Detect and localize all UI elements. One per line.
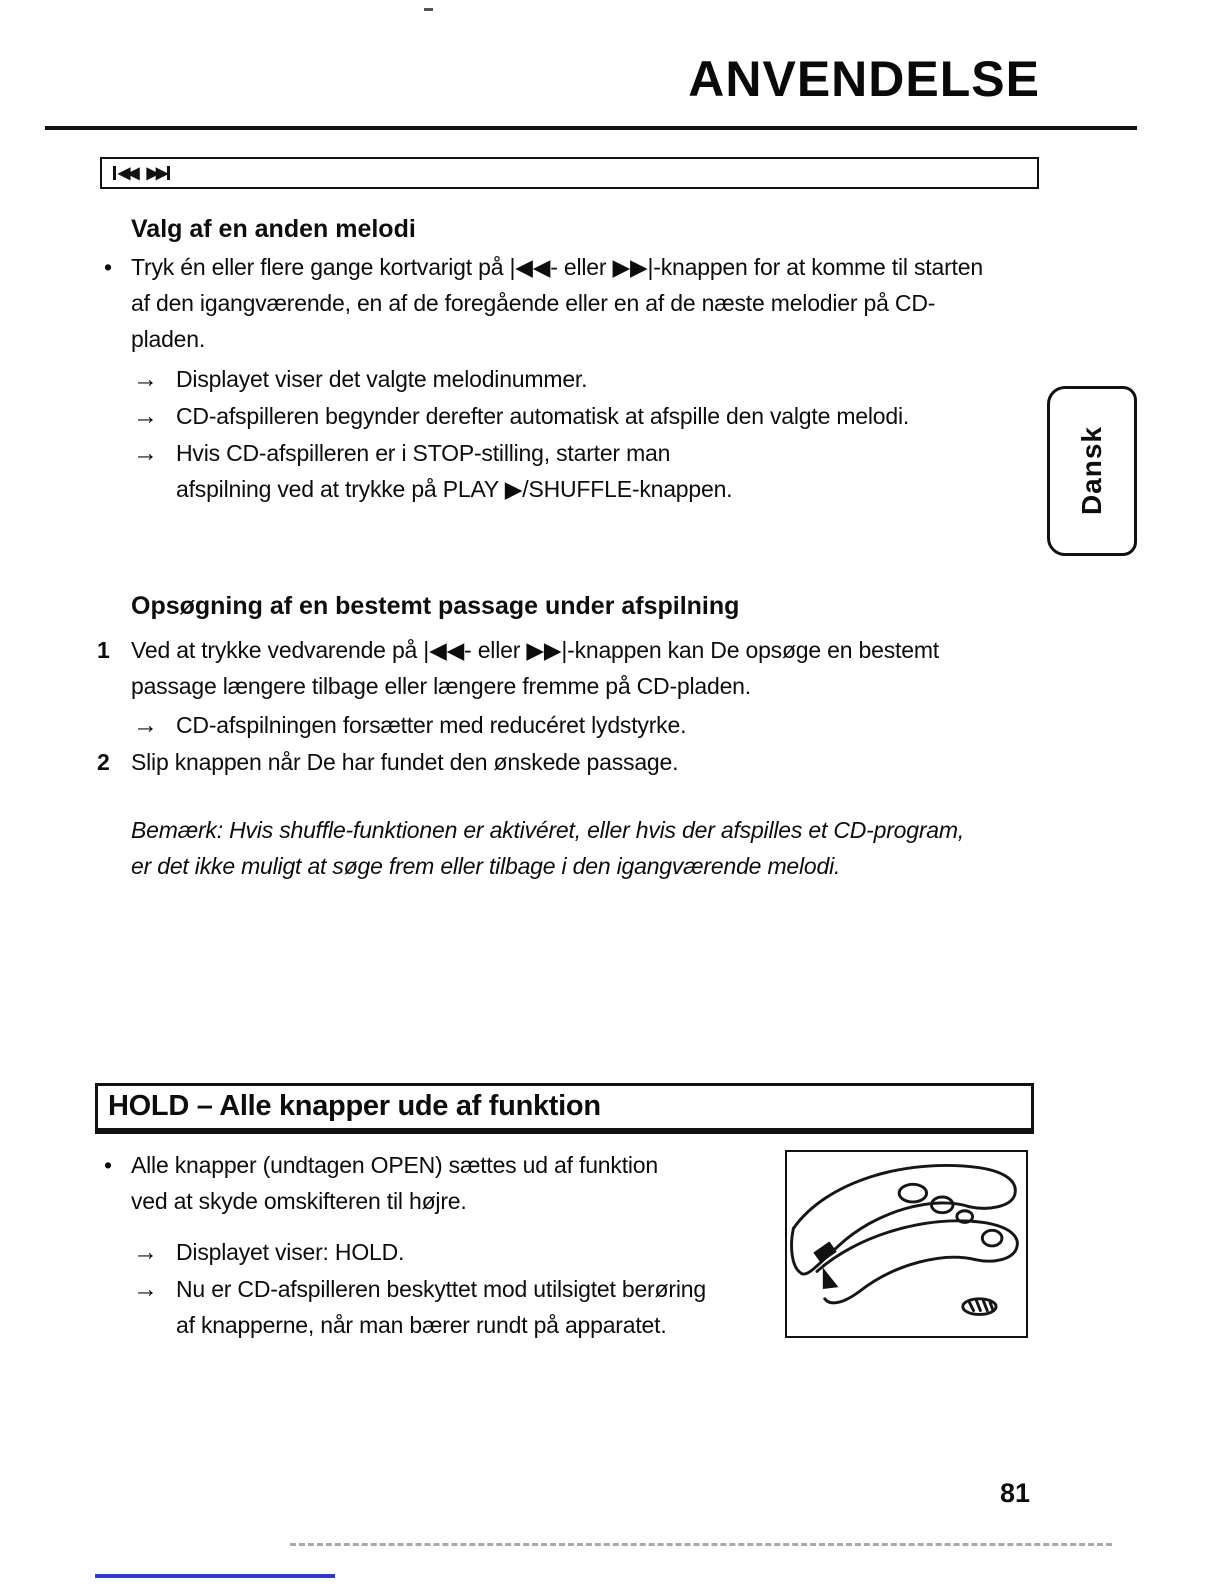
result-text bbox=[176, 361, 587, 397]
result-item bbox=[133, 435, 732, 507]
text-line: Displayet viser: HOLD. bbox=[176, 1239, 405, 1265]
skip-next-bar bbox=[167, 166, 170, 180]
page-title: ANVENDELSE bbox=[688, 51, 1040, 107]
skip-previous-bar bbox=[113, 166, 116, 180]
skip-next-icon bbox=[147, 163, 173, 183]
result-text bbox=[176, 1271, 706, 1343]
text-line: Ved at trykke vedvarende på |◀◀- eller ▶▶|-knappen kan De opsøge en bestemt bbox=[131, 637, 939, 663]
text-line: CD-afspilningen forsætter med reducéret lydstyrke. bbox=[176, 712, 687, 738]
skip-previous-glyph: ◀◀ bbox=[118, 165, 137, 182]
text-line: ved at skyde omskifteren til højre. bbox=[131, 1188, 467, 1214]
result-item bbox=[133, 398, 909, 434]
text-line: pladen. bbox=[131, 326, 206, 352]
text-line: passage længere tilbage eller længere fremme på CD-pladen. bbox=[131, 673, 751, 699]
title-rule bbox=[45, 126, 1137, 130]
result-arrow-icon: → bbox=[133, 1275, 158, 1303]
text-line: Alle knapper (undtagen OPEN) sættes ud af funktion bbox=[131, 1152, 658, 1178]
track-select-bullet-text bbox=[131, 249, 983, 357]
result-text bbox=[176, 1234, 404, 1270]
result-item bbox=[133, 1271, 706, 1343]
hold-bullet-text bbox=[131, 1147, 658, 1219]
text-line: af den igangværende, en af de foregående eller en af de næste melodier på CD- bbox=[131, 290, 936, 316]
cd-player-illustration-frame bbox=[785, 1150, 1028, 1338]
language-tab-dansk bbox=[1047, 386, 1137, 556]
result-text bbox=[176, 398, 909, 434]
text-line: er det ikke muligt at søge frem eller tilbage i den igangværende melodi. bbox=[131, 853, 841, 879]
step-2-text bbox=[131, 744, 678, 780]
track-select-bullet-item bbox=[104, 249, 983, 357]
language-tab-label: Dansk bbox=[1076, 426, 1107, 516]
text-line: CD-afspilleren begynder derefter automatisk at afspille den valgte melodi. bbox=[176, 403, 910, 429]
result-arrow-icon: → bbox=[133, 1238, 158, 1266]
step-number: 2 bbox=[97, 749, 110, 775]
scan-artifact-blue-line bbox=[95, 1574, 335, 1578]
section-heading-search-passage: Opsøgning af en bestemt passage under afspilning bbox=[131, 592, 740, 620]
text-line: Hvis CD-afspilleren er i STOP-stilling, starter man bbox=[176, 440, 671, 466]
bullet-dot: • bbox=[104, 1152, 112, 1178]
result-arrow-icon: → bbox=[133, 711, 158, 739]
text-line: Displayet viser det valgte melodinummer. bbox=[176, 366, 588, 392]
result-item bbox=[133, 1234, 404, 1270]
note-text bbox=[131, 812, 964, 884]
step-number: 1 bbox=[97, 637, 110, 663]
skip-previous-icon bbox=[111, 163, 137, 183]
result-item bbox=[133, 707, 686, 743]
skip-next-glyph: ▶▶ bbox=[146, 165, 166, 182]
result-arrow-icon: → bbox=[133, 402, 158, 430]
hold-bullet-item bbox=[104, 1147, 658, 1219]
result-text bbox=[176, 707, 686, 743]
result-arrow-icon: → bbox=[133, 439, 158, 467]
result-arrow-icon: → bbox=[133, 365, 158, 393]
transport-keys-bar bbox=[100, 157, 1039, 189]
scan-artifact-dash bbox=[424, 8, 433, 11]
text-line: Nu er CD-afspilleren beskyttet mod utilsigtet berøring bbox=[176, 1276, 706, 1302]
page-number: 81 bbox=[1000, 1478, 1031, 1508]
text-line: Bemærk: Hvis shuffle-funktionen er aktivéret, eller hvis der afspilles et CD-program, bbox=[131, 817, 965, 843]
result-text bbox=[176, 435, 732, 507]
scan-artifact-dashed-line bbox=[290, 1543, 1112, 1546]
hold-section-heading: HOLD – Alle knapper ude af funktion bbox=[108, 1090, 601, 1122]
bullet-dot: • bbox=[104, 254, 112, 280]
section-heading-track-select: Valg af en anden melodi bbox=[131, 215, 416, 243]
result-item bbox=[133, 361, 587, 397]
cd-player-illustration bbox=[787, 1152, 1026, 1336]
step-1-text bbox=[131, 632, 939, 704]
text-line: Slip knappen når De har fundet den ønskede passage. bbox=[131, 749, 679, 775]
text-line: af knapperne, når man bærer rundt på apparatet. bbox=[176, 1312, 667, 1338]
hold-section-heading-box bbox=[95, 1083, 1034, 1134]
text-line: afspilning ved at trykke på PLAY ▶/SHUFFLE-knappen. bbox=[176, 476, 733, 502]
text-line: Tryk én eller flere gange kortvarigt på |◀◀- eller ▶▶|-knappen for at komme til starten bbox=[131, 254, 983, 280]
